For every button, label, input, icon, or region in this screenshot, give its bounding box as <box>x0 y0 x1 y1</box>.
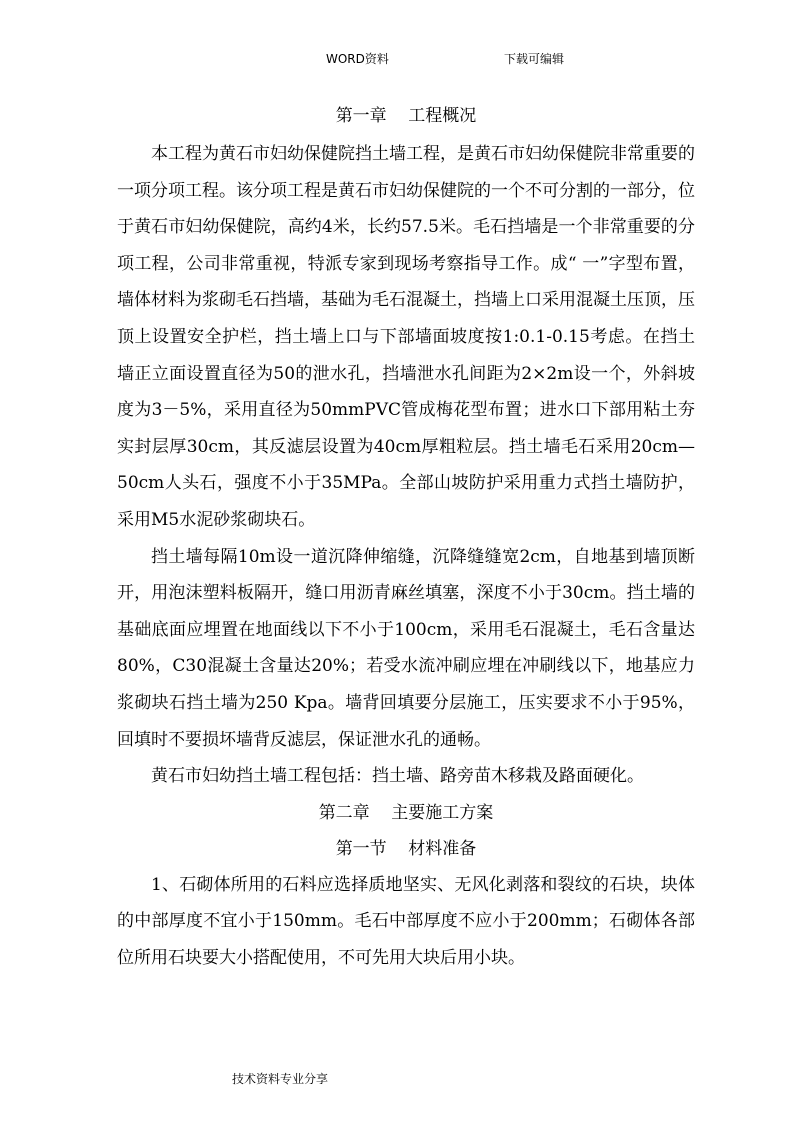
document-body <box>117 96 695 976</box>
chapter2-title: 第二章 主要施工方案 <box>318 802 494 823</box>
page-header <box>0 50 794 70</box>
header-left-label: WORD资料 <box>326 52 389 66</box>
chapter1-paragraph-1: 本工程为黄石市妇幼保健院挡土墙工程，是黄石市妇幼保健院非常重要的一项分项工程。该分项工程是黄石市妇幼保健院的一个不可分割的一部分，位于黄石市妇幼保健院，高约4米，长约57.5米。毛石挡墙是一个非常重要的分项工程，公司非常重视，特派专家到现场考察指导工作。成“ 一”字型布置，墙体材料为浆砌毛石挡墙，基础为毛石混凝土，挡墙上口采用混凝土压顶，压顶上设置安全护栏，挡土墙上口与下部墙面坡度按1:0.1-0.15考虑。在挡土墙正立面设置直径为50的泄水孔，挡墙泄水孔间距为2×2m设一个，外斜坡度为3－5%，采用直径为50mmPVC管成梅花型布置；进水口下部用粘土夯实封层厚30cm，其反滤层设置为40cm厚粗粒层。挡土墙毛石采用20cm—50cm人头石，强度不小于35MPa。全部山坡防护采用重力式挡土墙防护，采用M5水泥砂浆砌块石。 <box>117 144 695 530</box>
chapter1-paragraph-3: 黄石市妇幼挡土墙工程包括：挡土墙、路旁苗木移栽及路面硬化。 <box>151 766 644 787</box>
chapter1-paragraph-2: 挡土墙每隔10m设一道沉降伸缩缝，沉降缝缝宽2cm，自地基到墙顶断开，用泡沫塑料板隔开，缝口用沥青麻丝填塞，深度不小于30cm。挡土墙的基础底面应埋置在地面线以下不小于100cm，采用毛石混凝土，毛石含量达80%，C30混凝土含量达20%；若受水流冲刷应埋在冲刷线以下，地基应力浆砌块石挡土墙为250 Kpa。墙背回填要分层施工，压实要求不小于95%，回填时不要损坏墙背反滤层，保证泄水孔的通畅。 <box>117 546 695 750</box>
header-right-label: 下载可编辑 <box>504 52 565 66</box>
chapter2-section1-title: 第一节 材料准备 <box>335 838 477 859</box>
chapter2-paragraph-1: 1、石砌体所用的石料应选择质地坚实、无风化剥落和裂纹的石块，块体的中部厚度不宜小于150mm。毛石中部厚度不应小于200mm；石砌体各部位所用石块要大小搭配使用，不可先用大块后用小块。 <box>117 874 695 968</box>
page-footer: 技术资料专业分享 <box>232 1072 329 1086</box>
chapter1-title: 第一章 工程概况 <box>335 106 477 126</box>
